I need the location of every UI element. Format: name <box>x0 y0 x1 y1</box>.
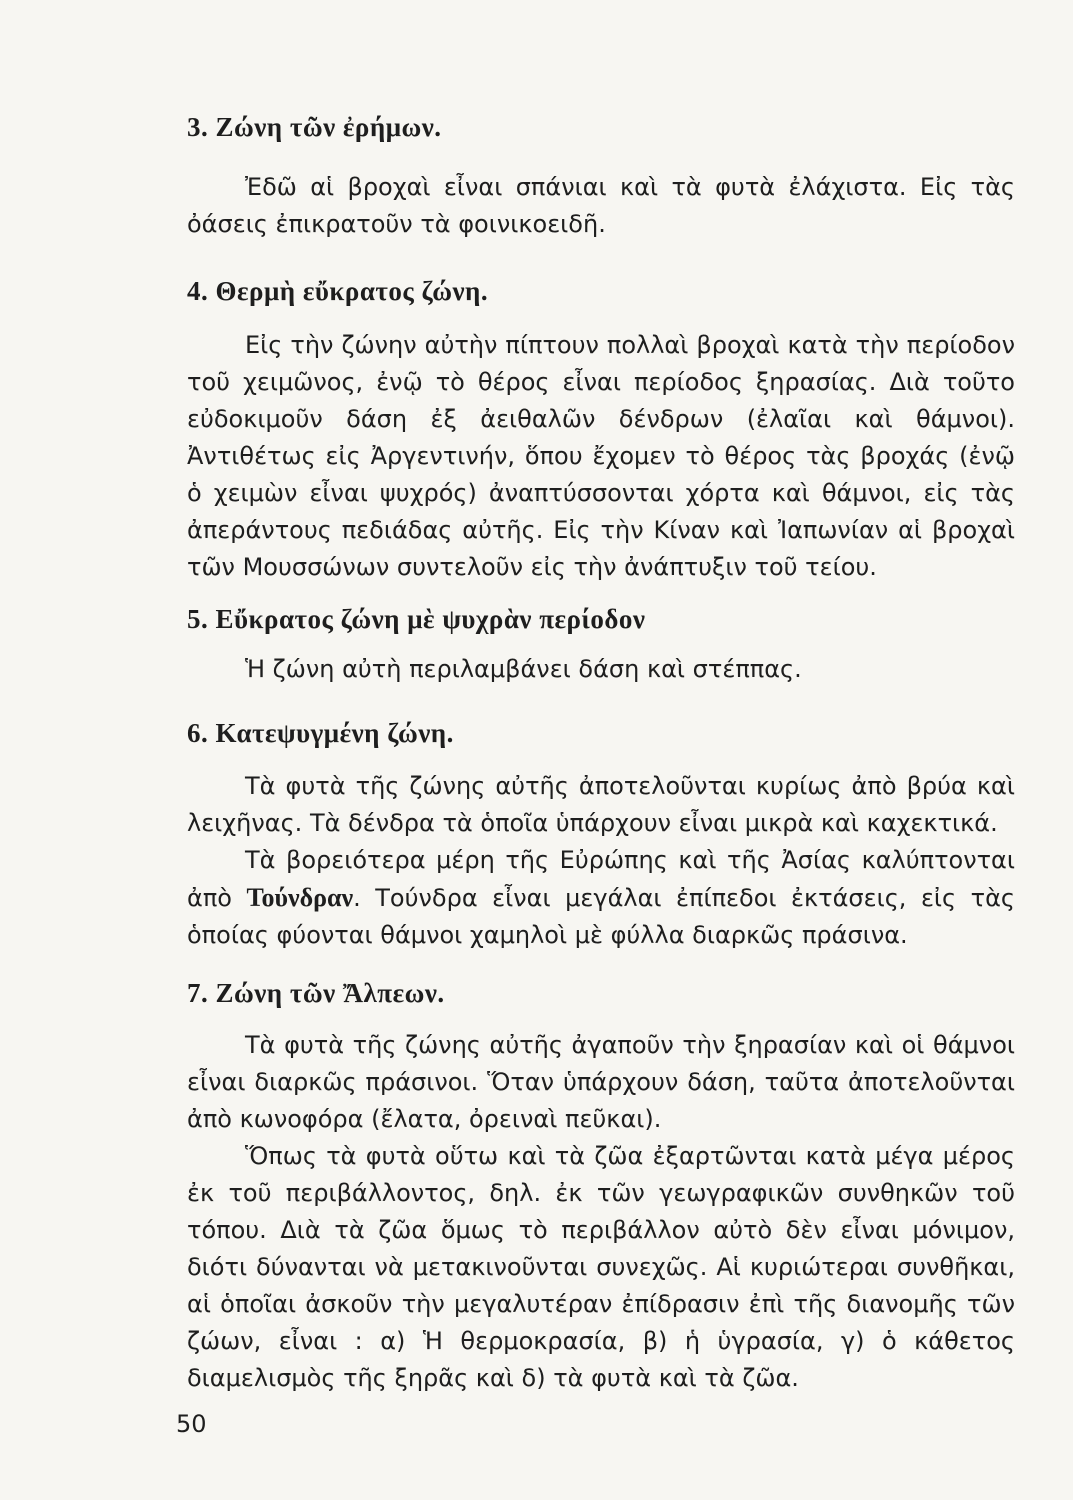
section-6-paragraph: Τὰ φυτὰ τῆς ζώνης αὐτῆς ἀποτελοῦνται κυρίως ἀπὸ βρύα καὶ λειχῆνας. Τὰ δένδρα τὰ ὁποῖα ὑπάρχουν εἶναι μικρὰ καὶ καχεκτικά. <box>187 772 1015 837</box>
tundra-text-before: Τὰ βορειότερα μέρη τῆς Εὐρώπης καὶ τῆς Ἀσίας καλύπτονται ἀπὸ <box>187 846 1015 912</box>
section-heading-5: 5. Εὔκρατος ζώνη μὲ ψυχρὰν περίοδον <box>187 604 646 634</box>
section-heading-3: 3. Ζώνη τῶν ἐρήμων. <box>187 112 442 142</box>
animals-paragraph: Ὅπως τὰ φυτὰ οὕτω καὶ τὰ ζῶα ἐξαρτῶνται κατὰ μέγα μέρος ἐκ τοῦ περιβάλλοντος, δηλ. ἐκ τῶν γεωγραφικῶν συνθηκῶν τοῦ τόπου. Διὰ τὰ ζῶα ὅμως τὸ περιβάλλον αὐτὸ δὲν εἶναι μόνιμον, διότι δύνανται νὰ μετακινοῦνται συνεχῶς. Αἱ κυριώτεραι συνθῆκαι, αἱ ὁποῖαι ἀσκοῦν τὴν μεγαλυτέραν ἐπίδρασιν ἐπὶ τῆς διανομῆς τῶν ζώων, εἶναι : α) Ἡ θερμοκρασία, β) ἡ ὑγρασία, γ) ὁ κάθετος διαμελισμὸς τῆς ξηρᾶς καὶ δ) τὰ φυτὰ καὶ τὰ ζῶα. <box>187 1142 1015 1392</box>
section-5-paragraph: Ἡ ζώνη αὐτὴ περιλαμβάνει δάση καὶ στέππας. <box>245 655 802 683</box>
tundra-text-after: . Τούνδρα εἶναι μεγάλαι ἐπίπεδοι ἐκτάσεις, εἰς τὰς ὁποίας φύονται θάμνοι χαμηλοὶ μὲ φύλλα διαρκῶς πράσινα. <box>187 884 1015 949</box>
tundra-term: Τούνδραν <box>246 883 354 912</box>
page-number: 50 <box>176 1410 207 1438</box>
section-6-tundra-paragraph <box>187 842 1015 954</box>
section-7-paragraph: Τὰ φυτὰ τῆς ζώνης αὐτῆς ἀγαποῦν τὴν ξηρασίαν καὶ οἱ θάμνοι εἶναι διαρκῶς πράσινοι. Ὅταν ὑπάρχουν δάση, ταῦτα ἀποτελοῦνται ἀπὸ κωνοφόρα (ἔλατα, ὀρειναὶ πεῦκαι). <box>187 1031 1015 1133</box>
section-heading-7: 7. Ζώνη τῶν Ἄλπεων. <box>187 978 445 1008</box>
section-4-paragraph: Εἰς τὴν ζώνην αὐτὴν πίπτουν πολλαὶ βροχαὶ κατὰ τὴν περίοδον τοῦ χειμῶνος, ἐνῷ τὸ θέρος εἶναι περίοδος ξηρασίας. Διὰ τοῦτο εὐδοκιμοῦν δάση ἐξ ἀειθαλῶν δένδρων (ἐλαῖαι καὶ θάμνοι). Ἀντιθέτως εἰς Ἀργεντινήν, ὅπου ἔχομεν τὸ θέρος τὰς βροχάς (ἐνῷ ὁ χειμὼν εἶναι ψυχρός) ἀναπτύσσονται χόρτα καὶ θάμνοι, εἰς τὰς ἀπεράντους πεδιάδας αὐτῆς. Εἰς τὴν Κίναν καὶ Ἰαπωνίαν αἱ βροχαὶ τῶν Μουσσώνων συντελοῦν εἰς τὴν ἀνάπτυξιν τοῦ τείου. <box>187 331 1015 581</box>
section-heading-4: 4. Θερμὴ εὔκρατος ζώνη. <box>187 276 489 306</box>
section-3-paragraph: Ἐδῶ αἱ βροχαὶ εἶναι σπάνιαι καὶ τὰ φυτὰ ἐλάχιστα. Εἰς τὰς ὀάσεις ἐπικρατοῦν τὰ φοινικοειδῆ. <box>187 173 1015 238</box>
section-heading-6: 6. Κατεψυγμένη ζώνη. <box>187 718 454 748</box>
